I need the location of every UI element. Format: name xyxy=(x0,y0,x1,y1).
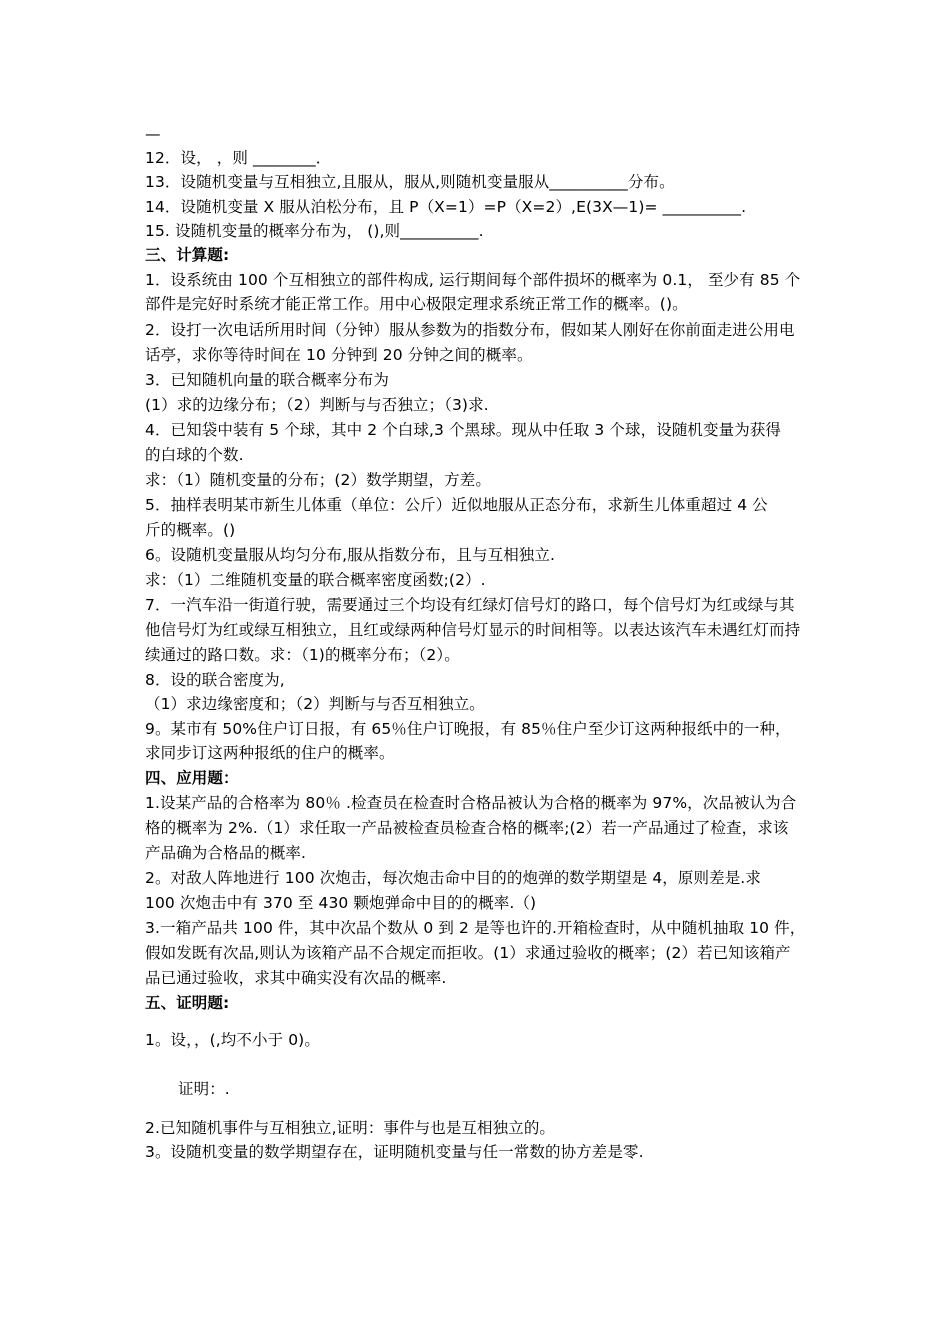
section-heading-calculation: 三、计算题: xyxy=(145,246,230,264)
app-question-2: 2。对敌人阵地进行 100 次炮击，每次炮击命中目的的炮弹的数学期望是 4，原则差是.求 xyxy=(145,869,761,887)
proof-question-3: 3。设随机变量的数学期望存在，证明随机变量与任一常数的协方差是零. xyxy=(145,1143,644,1161)
calc-question-6: 6。设随机变量服从均匀分布,服从指数分布，且与互相独立. xyxy=(145,546,556,564)
proof-question-1: 1。设，，(,均不小于 0)。 xyxy=(145,1031,320,1049)
calc-question-6-ask: 求：（1）二维随机变量的联合概率密度函数;(2）. xyxy=(145,571,486,589)
proof-question-2: 2.已知随机事件与互相独立,证明：事件与也是互相独立的。 xyxy=(145,1119,556,1137)
calc-question-7-ask: 续通过的路口数。求：（1)的概率分布；（2）。 xyxy=(145,646,460,664)
calc-question-2: 2．设打一次电话所用时间（分钟）服从参数为的指数分布，假如某人刚好在你前面走进公用电 xyxy=(145,321,795,339)
section-heading-proof: 五、证明题: xyxy=(145,994,230,1012)
calc-question-9: 9。某市有 50%住户订日报，有 65％住户订晚报，有 85％住户至少订这两种报纸中的一种， xyxy=(145,720,791,738)
question-14: 14．设随机变量 X 服从泊松分布，且 P（X=1）=P（X=2）,E(3X—1)= __________. xyxy=(145,198,747,216)
proof-question-1-prove: 证明：. xyxy=(178,1080,230,1098)
calc-question-5: 5．抽样表明某市新生儿体重（单位：公斤）近似地服从正态分布，求新生儿体重超过 4 公 xyxy=(145,496,768,514)
calc-question-3: 3．已知随机向量的联合概率分布为 xyxy=(145,371,389,389)
calc-question-1-cont: 部件是完好时系统才能正常工作。用中心极限定理求系统正常工作的概率。()。 xyxy=(145,295,688,313)
app-question-3-cont: 假如发既有次品,则认为该箱产品不合规定而拒收。(1）求通过验收的概率；(2）若已知该箱产 xyxy=(145,944,791,962)
app-question-1-cont: 格的概率为 2%.（1）求任取一产品被检查员检查合格的概率;(2）若一产品通过了检查，求该 xyxy=(145,819,789,837)
calc-question-4: 4．已知袋中装有 5 个球，其中 2 个白球,3 个黑球。现从中任取 3 个球，设随机变量为获得 xyxy=(145,421,782,439)
calc-question-9-cont: 求同步订这两种报纸的住户的概率。 xyxy=(145,744,395,762)
calc-question-8-ask: （1）求边缘密度和；（2）判断与与否互相独立。 xyxy=(145,695,485,713)
app-question-1: 1.设某产品的合格率为 80％ .检查员在检查时合格品被认为合格的概率为 97%，次品被认为合 xyxy=(145,794,797,812)
calc-question-3-cont: (1）求的边缘分布；（2）判断与与否独立；（3)求. xyxy=(145,396,489,414)
app-question-2-cont: 100 次炮击中有 370 至 430 颗炮弹命中目的的概率.（) xyxy=(145,894,537,912)
question-12: 12．设， ，则 ________． xyxy=(145,149,332,167)
app-question-3-end: 品已通过验收，求其中确实没有次品的概率. xyxy=(145,969,447,987)
calc-question-4-cont: 的白球的个数. xyxy=(145,446,244,464)
calc-question-4-ask: 求：（1）随机变量的分布；(2）数学期望，方差。 xyxy=(145,471,491,489)
calc-question-5-cont: 斤的概率。() xyxy=(145,521,236,539)
text-line: — xyxy=(145,125,161,143)
question-15: 15. 设随机变量的概率分布为， (),则__________. xyxy=(145,222,484,240)
calc-question-2-cont: 话亭，求你等待时间在 10 分钟到 20 分钟之间的概率。 xyxy=(145,346,533,364)
app-question-3: 3.一箱产品共 100 件，其中次品个数从 0 到 2 是等也许的.开箱检查时，从中随机抽取 10 件， xyxy=(145,919,806,937)
calc-question-7: 7．一汽车沿一街道行驶，需要通过三个均设有红绿灯信号灯的路口，每个信号灯为红或绿与其 xyxy=(145,596,795,614)
question-13: 13．设随机变量与互相独立,且服从，服从,则随机变量服从__________分布。 xyxy=(145,173,675,191)
app-question-1-end: 产品确为合格品的概率. xyxy=(145,844,307,862)
calc-question-7-cont: 他信号灯为红或绿互相独立，且红或绿两种信号灯显示的时间相等。以表达该汽车未遇红灯而持 xyxy=(145,621,801,639)
calc-question-8: 8．设的联合密度为, xyxy=(145,671,285,689)
calc-question-1: 1．设系统由 100 个互相独立的部件构成, 运行期间每个部件损坏的概率为 0.1， 至少有 85 个 xyxy=(145,271,801,289)
section-heading-application: 四、应用题： xyxy=(145,769,239,787)
